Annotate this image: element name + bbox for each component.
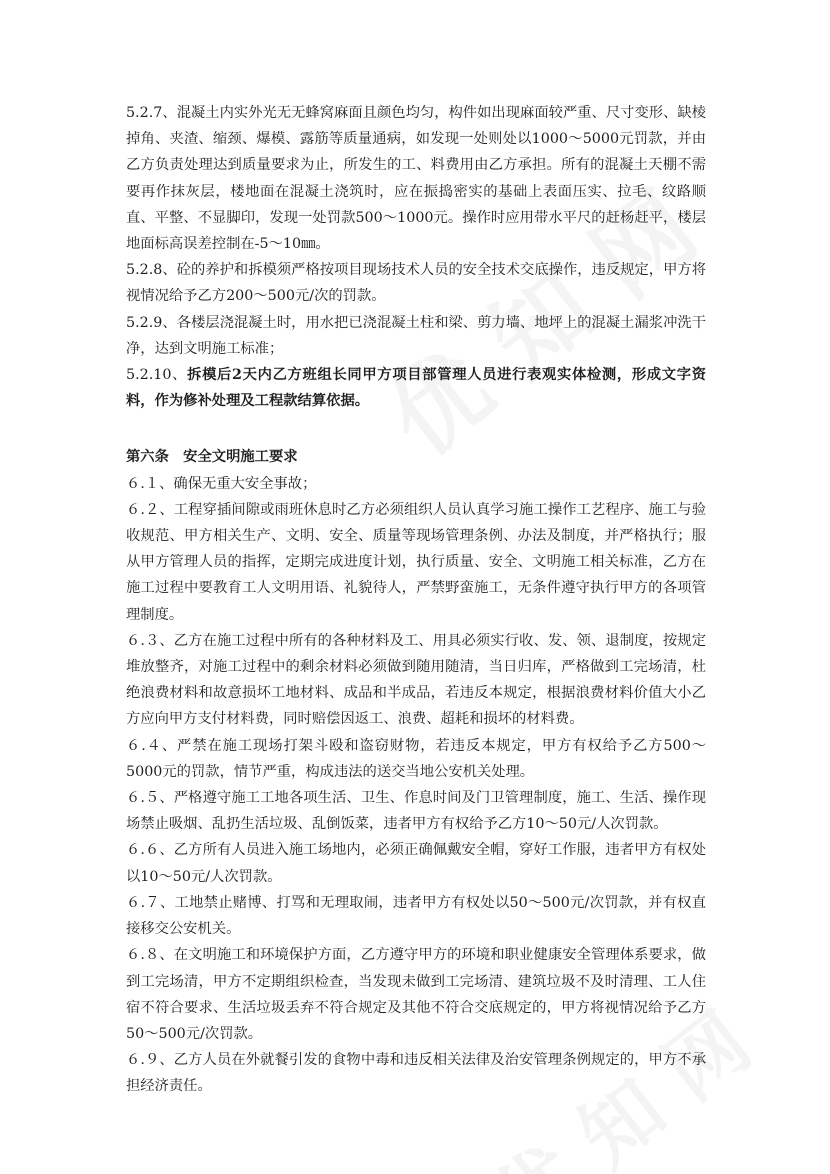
clause-6-2: ６.２、工程穿插间隙或雨班休息时乙方必须组织人员认真学习施工操作工艺程序、施工与验收规范、甲方相关生产、文明、安全、质量等现场管理条例、办法及制度，并严格执行；服从甲方管理人员的指挥，定期完成进度计划，执行质量、安全、文明施工相关标准，乙方在施工过程中要教育工人文明用语、礼貌待人，严禁野蛮施工，无条件遵守执行甲方的各项管理制度。 bbox=[126, 501, 706, 623]
clause-6-9: ６.９、乙方人员在外就餐引发的食物中毒和违反相关法律及治安管理条例规定的，甲方不承担经济责任。 bbox=[126, 1052, 706, 1095]
clause-6-6: ６.６、乙方所有人员进入施工场地内，必须正确佩戴安全帽，穿好工作服，违者甲方有权处以10～50元/人次罚款。 bbox=[126, 842, 706, 885]
clause-6-1: ６.１、确保无重大安全事故； bbox=[126, 475, 317, 492]
clause-5-2-9: 5.2.9、各楼层浇混凝土时，用水把已浇混凝土柱和梁、剪力墙、地坪上的混凝土漏浆冲洗干净，达到文明施工标准； bbox=[126, 314, 706, 357]
clause-6-3: ６.３、乙方在施工过程中所有的各种材料及工、用具必须实行收、发、领、退制度，按规定堆放整齐，对施工过程中的剩余材料必须做到随用随清，当日归库，严格做到工完场清，杜绝浪费材料和故意损坏工地材料、成品和半成品，若违反本规定，根据浪费材料价值大小乙方应向甲方支付材料费，同时赔偿因返工、浪费、超耗和损坏的材料费。 bbox=[126, 632, 706, 728]
clause-5-2-7: 5.2.7、混凝土内实外光无无蜂窝麻面且颜色均匀，构件如出现麻面较严重、尺寸变形、缺棱掉角、夹渣、缩颈、爆模、露筋等质量通病，如发现一处则处以1000～5000元罚款，并由乙方负责处理达到质量要求为止，所发生的工、料费用由乙方承担。所有的混凝土天棚不需要再作抹灰层，楼地面在混凝土浇筑时，应在振捣密实的基础上表面压实、拉毛、纹路顺直、平整、不显脚印，发现一处罚款500～1000元。操作时应用带水平尺的赶杨赶平，楼层地面标高误差控制在-5～10㎜。 bbox=[126, 105, 706, 253]
clause-number: 5.2.10、 bbox=[126, 367, 188, 384]
clause-6-7: ６.７、工地禁止赌博、打骂和无理取闹，违者甲方有权处以50～500元/次罚款，并有权直接移交公安机关。 bbox=[126, 894, 706, 938]
clause-5-2-8: 5.2.8、砼的养护和拆模须严格按项目现场技术人员的安全技术交底操作，违反规定，甲方将视情况给予乙方200～500元/次的罚款。 bbox=[126, 262, 706, 305]
clause-6-5: ６.５、严格遵守施工工地各项生活、卫生、作息时间及门卫管理制度，施工、生活、操作现场禁止吸烟、乱扔生活垃圾、乱倒饭菜，违者甲方有权给予乙方10～50元/人次罚款。 bbox=[126, 790, 706, 833]
clause-6-4: ６.４、严禁在施工现场打架斗殴和盗窃财物，若违反本规定，甲方有权给予乙方500～5000元的罚款，情节严重，构成违法的送交当地公安机关处理。 bbox=[126, 737, 706, 780]
section-title: 第六条 安全文明施工要求 bbox=[126, 449, 298, 466]
clause-bold-text: 拆模后2天内乙方班组长同甲方项目部管理人员进行表观实体检测，形成文字资料，作为修补处理及工程款结算依据。 bbox=[126, 367, 706, 410]
document-body bbox=[126, 100, 706, 1100]
clause-5-2-10 bbox=[126, 362, 706, 414]
clause-6-8: ６.８、在文明施工和环境保护方面，乙方遵守甲方的环境和职业健康安全管理体系要求，做到工完场清，甲方不定期组织检查，当发现未做到工完场清、建筑垃圾不及时清理、工人住宿不符合要求、生活垃圾丢弃不符合规定及其他不符合交底规定的，甲方将视情况给予乙方50～500元/次罚款。 bbox=[126, 947, 706, 1042]
